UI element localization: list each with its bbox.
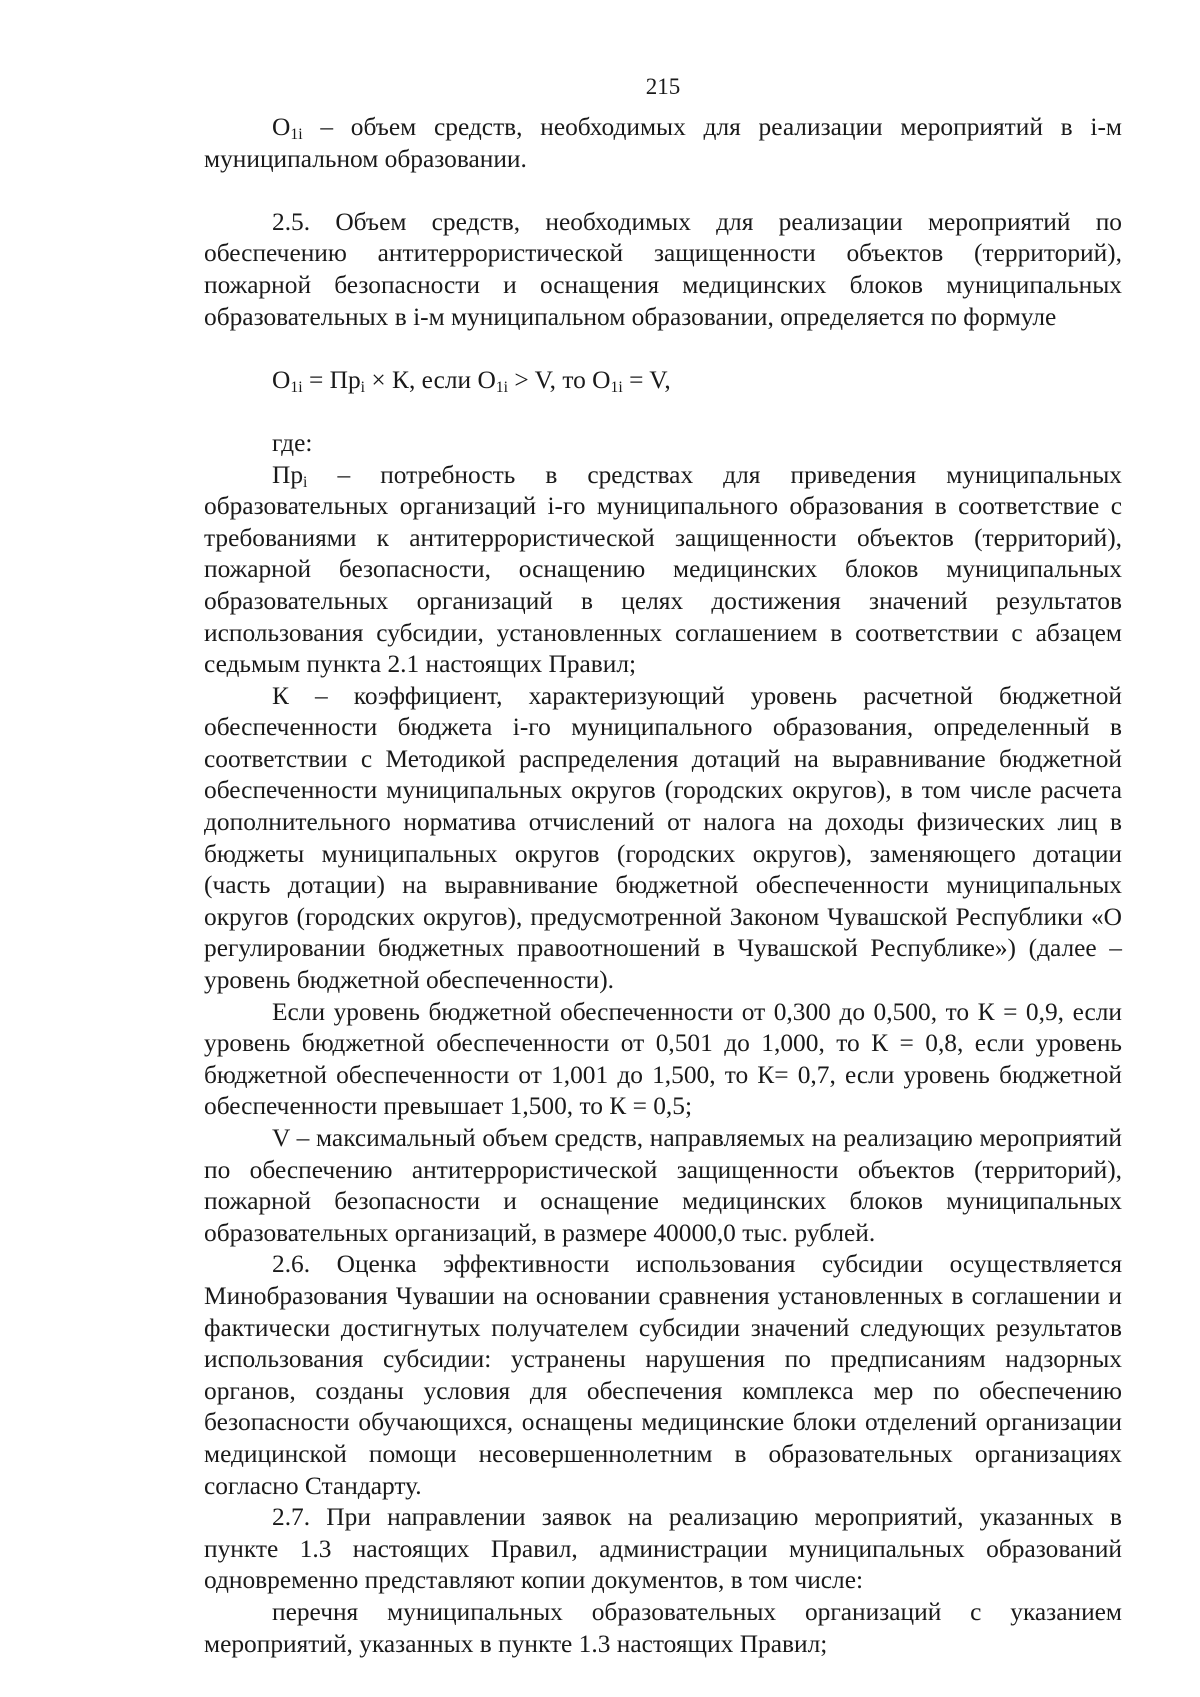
formula-sub-i: i <box>360 378 366 396</box>
subscript-i: i <box>303 473 308 491</box>
paragraph-pri-definition <box>204 460 1122 681</box>
formula <box>204 365 1122 397</box>
formula-eq-v: = V, <box>622 365 671 394</box>
paragraph-list-item: перечня муниципальных образовательных организаций с указанием мероприятий, указанных в пункте 1.3 настоящих Правил; <box>204 1597 1122 1658</box>
formula-gt-v: > V, то O <box>508 365 611 394</box>
formula-sub-1i-2: 1i <box>495 378 509 396</box>
paragraph-k-levels: Если уровень бюджетной обеспеченности от 0,300 до 0,500, то К = 0,9, если уровень бюджетной обеспеченности от 0,501 до 1,000, то К = 0,8, если уровень бюджетной обеспеченности от 1,001 до 1,500, то К= 0,7, если уровень бюджетной обеспеченности превышает 1,500, то К = 0,5; <box>204 997 1122 1121</box>
where-label: где: <box>272 428 313 457</box>
document-page <box>204 0 1122 1697</box>
formula-times-k: × К, если O <box>365 365 496 394</box>
paragraph-k-definition: К – коэффициент, характеризующий уровень расчетной бюджетной обеспеченности бюджета i-го муниципального образования, определенный в соответствии с Методикой распределения дотаций на выравнивание бюджетной обеспеченности муниципальных округов (городских округов), в том числе расчета дополнительного норматива отчислений от налога на доходы физических лиц в бюджеты муниципальных округов (городских округов), заменяющего дотации (часть дотации) на выравнивание бюджетной обеспеченности муниципальных округов (городских округов), предусмотренной Законом Чувашской Республики «О регулировании бюджетных правоотношений в Чувашской Республике») (далее – уровень бюджетной обеспеченности). <box>204 681 1122 995</box>
paragraph-2-6: 2.6. Оценка эффективности использования субсидии осуществляется Минобразования Чувашии на основании сравнения установленных в соглашении и фактически достигнутых получателем субсидии значений следующих результатов использования субсидии: устранены нарушения по предписаниям надзорных органов, созданы условия для обеспечения комплекса мер по обеспечению безопасности обучающихся, оснащены медицинские блоки отделений организации медицинской помощи несовершеннолетним в образовательных организациях согласно Стандарту. <box>204 1250 1122 1500</box>
symbol-o: O <box>272 113 291 141</box>
formula-eq-pr: = Пр <box>302 365 361 394</box>
document-body <box>204 112 1122 1660</box>
subscript-1i: 1i <box>290 125 303 143</box>
symbol-pr: Пр <box>272 460 304 489</box>
paragraph-text: – потребность в средствах для приведения муниципальных образовательных организаций i-го муниципального образования в соответствие с требованиями к антитеррористической защищенности объектов (территорий), пожарной безопасности, оснащению медицинских блоков муниципальных образовательных организаций в целях достижения значений результатов использования субсидии, установленных соглашением в соответствии с абзацем седьмым пункта 2.1 настоящих Правил; <box>204 460 1122 679</box>
paragraph-o1i-definition <box>204 112 1122 175</box>
paragraph-v-definition: V – максимальный объем средств, направляемых на реализацию мероприятий по обеспечению антитеррористической защищенности объектов (территорий), пожарной безопасности и оснащение медицинских блоков муниципальных образовательных организаций, в размере 40000,0 тыс. рублей. <box>204 1124 1122 1247</box>
paragraph-text: – объем средств, необходимых для реализации мероприятий в i-м муниципальном образовании. <box>204 113 1122 173</box>
page-number: 215 <box>645 74 681 99</box>
formula-sub-1i-3: 1i <box>610 378 623 396</box>
paragraph-2-5: 2.5. Объем средств, необходимых для реализации мероприятий по обеспечению антитеррористической защищенности объектов (территорий), пожарной безопасности и оснащения медицинских блоков муниципальных образовательных в i-м муниципальном образовании, определяется по формуле <box>204 207 1122 331</box>
formula-o: O <box>272 365 291 394</box>
formula-sub-1i: 1i <box>290 378 303 396</box>
paragraph-2-7: 2.7. При направлении заявок на реализацию мероприятий, указанных в пункте 1.3 настоящих Правил, администрации муниципальных образований одновременно представляют копии документов, в том числе: <box>204 1503 1122 1595</box>
